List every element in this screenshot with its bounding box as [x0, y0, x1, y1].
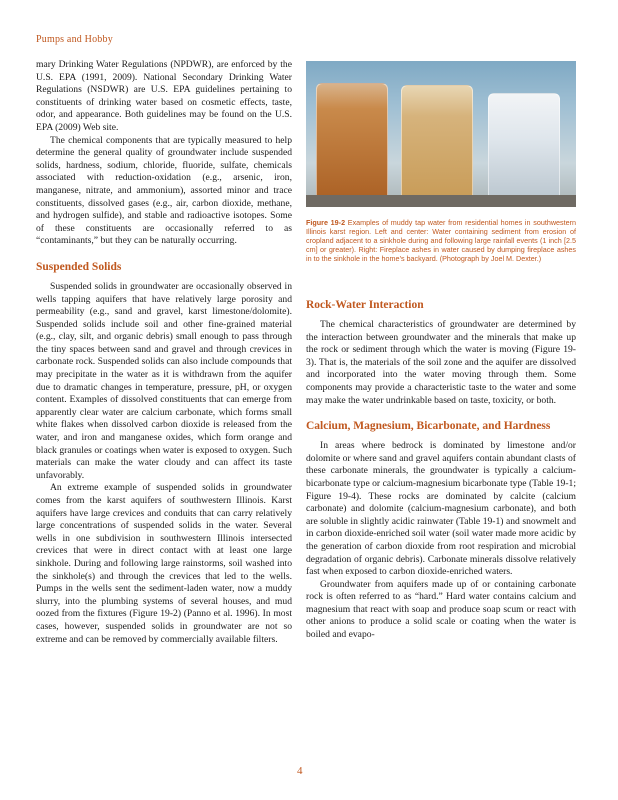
photo-tabletop	[306, 195, 576, 207]
glass-muddy-water	[401, 85, 473, 207]
body-paragraph: The chemical components that are typically measured to help determine the general quality of groundwater include suspended solids, hardness, sodium, chloride, fluoride, sulfate, chemicals associated with reduction-oxidation (e.g., arsenic, iron, manganese, nitrate, and ammonium), assorted minor and trace constituents, dissolved gases (e.g., air, carbon dioxide, methane, and hydrogen sulfide), and stable and radioactive isotopes. Some of these constituents are occasionally referred to as “contaminants,” but they can be naturally occurring.	[36, 134, 292, 247]
body-paragraph: In areas where bedrock is dominated by limestone and/or dolomite or where sand and gravel aquifers contain abundant clasts of these carbonate minerals, the groundwater is typically a calcium-bicarbonate type or calcium-magnesium bicarbonate type (Table 19-1; Figure 19-4). These rocks are dominated by calcite (calcium carbonate) and dolomite (calcium-magnesium carbonate), and both are soluble in slightly acidic rainwater (Table 19-1) and snowmelt and in carbon dioxide-enriched soil water (soil water made more acidic by the generation of carbon dioxide from root respiration and microbial degradation of organic debris). Carbonate minerals dissolve relatively fast when exposed to carbon dioxide-enriched waters.	[306, 440, 576, 578]
body-paragraph: Groundwater from aquifers made up of or containing carbonate rock is often referred to as “hard.” Hard water contains calcium and magnesium that react with soap and produce soap scum or react with other anions to produce a solid scale or coating when the water is boiled and evapo-	[306, 578, 576, 641]
glass-muddy-water	[316, 83, 388, 207]
right-column	[306, 298, 576, 642]
left-column	[36, 59, 292, 646]
section-heading-calcium: Calcium, Magnesium, Bicarbonate, and Hardness	[306, 420, 551, 433]
figure-caption	[306, 218, 576, 263]
glass-ash-water	[488, 93, 560, 207]
section-heading-rock-water: Rock-Water Interaction	[306, 299, 424, 311]
section-heading-suspended-solids: Suspended Solids	[36, 260, 122, 273]
running-head: Pumps and Hobby	[36, 34, 113, 45]
page-number: 4	[297, 765, 303, 777]
figure-photo-muddy-water-glasses	[306, 61, 576, 207]
body-paragraph: Suspended solids in groundwater are occasionally observed in wells tapping aquifers that have relatively large porosity and permeability (e.g., sand and gravel, karst limestone/dolomite). Suspended solids include soil and other fine-grained material (e.g., clay, silt, and organic debris) small enough to pass through the tiny spaces between sand and gravel and through crevices in carbonate rock. Suspended solids can also include compounds that may precipitate in the water as it is withdrawn from the aquifer due to dramatic changes in temperature, pressure, pH, or oxygen content. Examples of dissolved constituents that can emerge from apparently clear water are calcium carbonate, which forms small white flakes when dissolved carbon dioxide is released from the water, and iron and manganese oxides, which form orange and black granules or coatings when water is exposed to oxygen. Such materials can make the water cloudy and can affect its taste unfavorably.	[36, 280, 292, 481]
body-paragraph: mary Drinking Water Regulations (NPDWR), are enforced by the U.S. EPA (1991, 2009). National Secondary Drinking Water Regulations (NSDWR) are U.S. EPA guidelines pertaining to constituents of drinking water based on cosmetic effects, taste, odor, and appearance. Both guidelines may be found on the U.S. EPA (2009) Web site.	[36, 59, 292, 133]
body-paragraph: An extreme example of suspended solids in groundwater comes from the karst aquifers of southwestern Illinois. Karst aquifers have large crevices and conduits that can carry relatively large concentrations of suspended solids in the water. Several wells in one subdivision in southwestern Illinois intersected crevices that were in direct contact with at least one large sinkhole. During and following large rainstorms, soil washed into the sinkhole(s) and through the crevices that led to the wells. Pumps in the wells sent the sediment-laden water, now a muddy slurry, into the plumbing systems of several houses, and mud oozed from the fixtures (Figure 19-2) (Panno et al. 1996). In most cases, however, suspended solids in groundwater are not so extreme and can be removed by commercially available filters.	[36, 482, 292, 645]
figure-caption-text: Examples of muddy tap water from residential homes in southwestern Illinois karst region. Left and center: Water containing sediment from erosion of cropland adjacent to a sinkhole during and following large rainfall events (1 inch [2.5 cm] or greater). Right: Fireplace ashes in water caused by dumping fireplace ashes in to the sinkhole in the home’s backyard. (Photograph by Joel M. Dexter.)	[306, 218, 576, 263]
figure-label: Figure 19-2	[306, 218, 346, 227]
body-paragraph: The chemical characteristics of groundwater are determined by the interaction between groundwater and the minerals that make up the rock or sediment through which the water is moving (Figure 19-3). That is, the materials of the soil zone and the aquifer are dissolved and incorporated into the water moving through them. Some components may provide a characteristic taste to the water and some may make the water undrinkable based on taste, toxicity, or both.	[306, 319, 576, 406]
